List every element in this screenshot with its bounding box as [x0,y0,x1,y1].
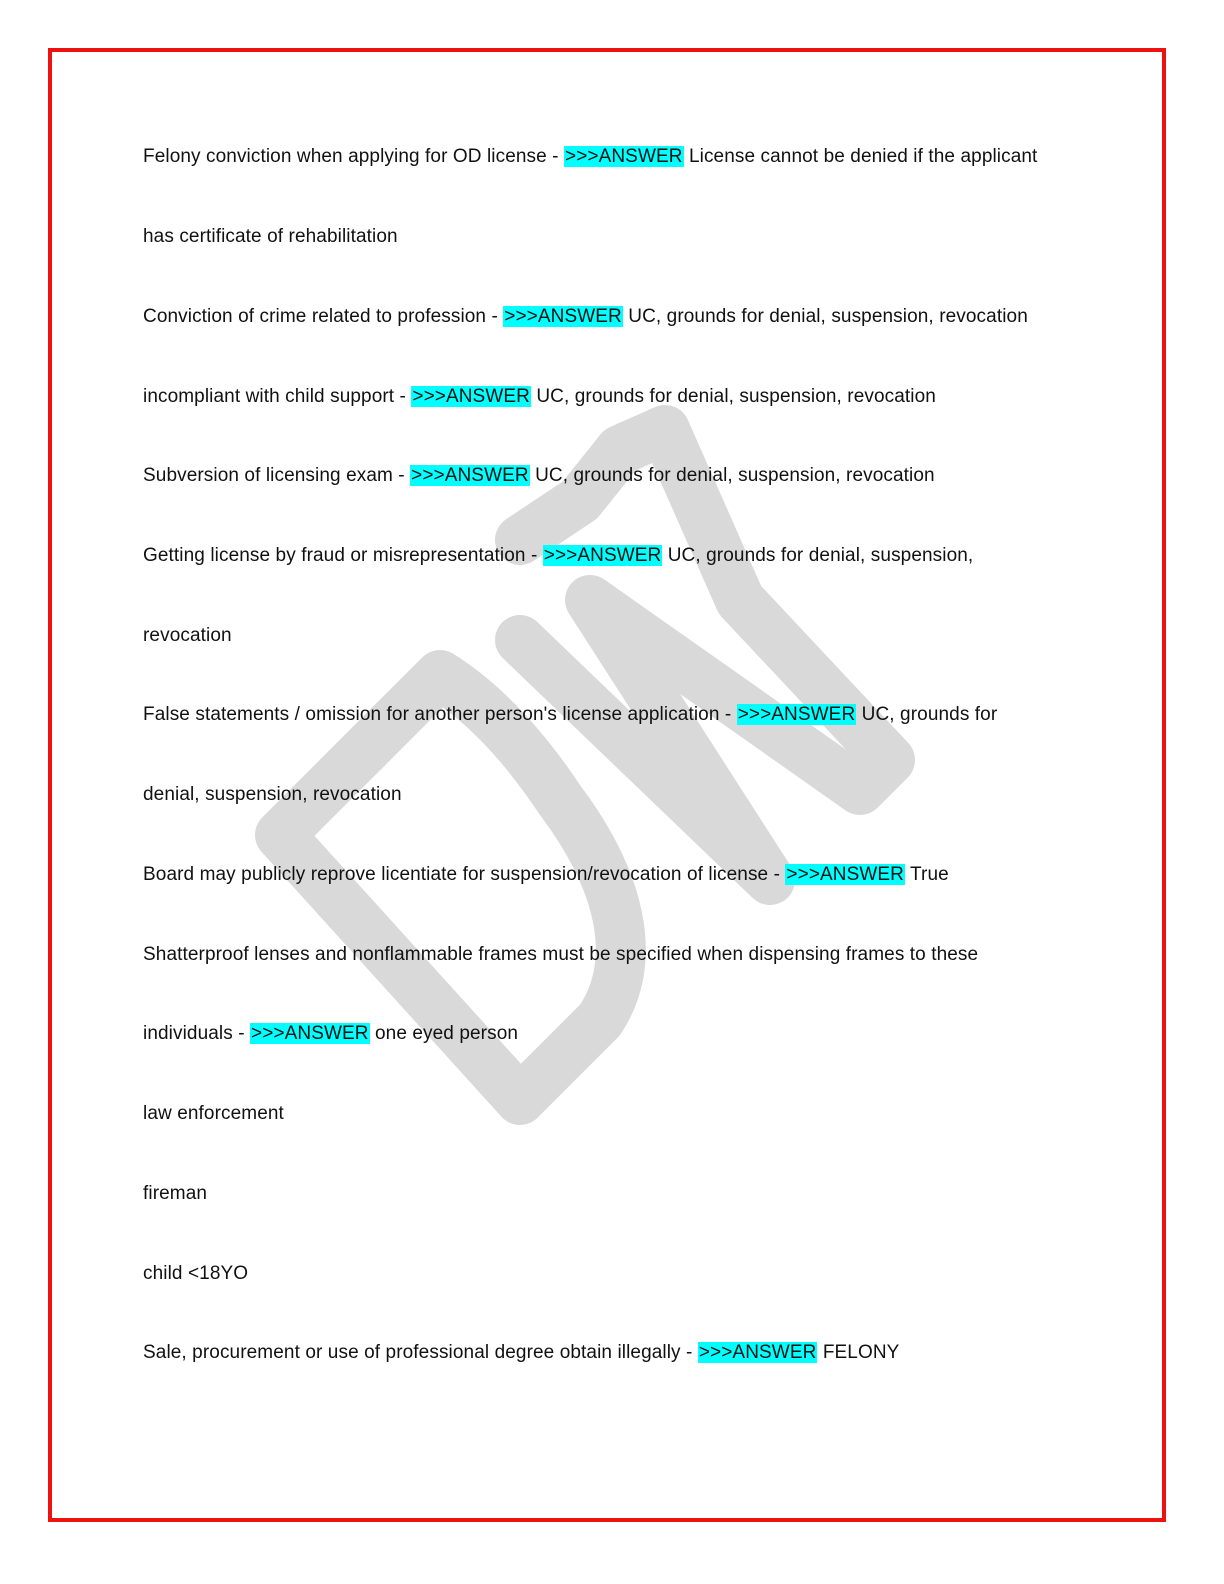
entry-6-line-2 [143,783,402,807]
entry-8-line-2 [143,1022,518,1046]
entry-1-line-2 [143,225,398,249]
entry-8-answer-item: law enforcement [143,1103,284,1124]
entry-9-question: Sale, procurement or use of professional degree obtain illegally - [143,1342,698,1363]
entry-5-line-2 [143,624,232,648]
entry-1-line-1 [143,145,1037,169]
entry-5-question: Getting license by fraud or misrepresentation - [143,545,543,566]
entry-3-answer: UC, grounds for denial, suspension, revocation [530,386,936,407]
entry-5-line-1 [143,544,973,568]
entry-1-question: Felony conviction when applying for OD license - [143,146,564,167]
entry-8-answer: one eyed person [369,1023,519,1044]
entry-6-question: False statements / omission for another person's license application - [143,704,737,725]
entry-8-answer-item: fireman [143,1183,208,1204]
entry-4-line-1 [143,464,935,488]
entry-2-answer: UC, grounds for denial, suspension, revocation [622,306,1028,327]
answer-highlight: >>>ANSWER [543,545,662,566]
entry-9-line-1 [143,1341,899,1365]
entry-6-answer: UC, grounds for [856,704,998,725]
entry-1-answer: License cannot be denied if the applicant [683,146,1038,167]
entry-4-question: Subversion of licensing exam - [143,465,411,486]
entry-2-line-1 [143,305,1028,329]
entry-8-line-5 [143,1262,248,1286]
entry-1-answer-cont: has certificate of rehabilitation [143,226,398,247]
entry-7-question: Board may publicly reprove licentiate for suspension/revocation of license - [143,864,786,885]
entry-6-line-1 [143,703,997,727]
entry-7-line-1 [143,863,949,887]
entry-9-answer: FELONY [817,1342,900,1363]
answer-highlight: >>>ANSWER [786,864,905,885]
answer-highlight: >>>ANSWER [411,465,529,486]
entry-3-line-1 [143,385,936,409]
answer-highlight: >>>ANSWER [698,1342,817,1363]
entry-8-line-3 [143,1102,284,1126]
answer-highlight: >>>ANSWER [737,704,856,725]
answer-highlight: >>>ANSWER [412,386,530,407]
entry-8-answer-item: child <18YO [143,1263,249,1284]
answer-highlight: >>>ANSWER [251,1023,369,1044]
entry-5-answer: UC, grounds for denial, suspension, [662,545,974,566]
answer-highlight: >>>ANSWER [565,146,683,167]
entry-8-line-1 [143,943,978,967]
entry-2-question: Conviction of crime related to profession - [143,306,504,327]
entry-8-line-4 [143,1182,207,1206]
entry-4-answer: UC, grounds for denial, suspension, revocation [529,465,935,486]
answer-highlight: >>>ANSWER [504,306,622,327]
entry-8-question: Shatterproof lenses and nonflammable frames must be specified when dispensing frames to these [143,944,979,965]
entry-6-answer-cont: denial, suspension, revocation [143,784,402,805]
entry-5-answer-cont: revocation [143,625,232,646]
entry-8-question-cont: individuals - [143,1023,251,1044]
entry-7-answer: True [905,864,949,885]
entry-3-question: incompliant with child support - [143,386,412,407]
